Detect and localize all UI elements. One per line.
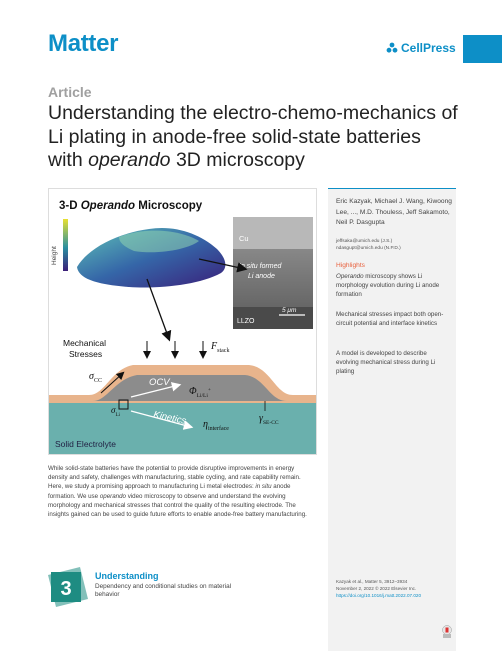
citation xyxy=(336,578,454,599)
crossmark-icon[interactable] xyxy=(440,625,454,639)
level-title: Understanding xyxy=(95,571,159,581)
sigma-cc-label: $\sigma_{CC}$ xyxy=(89,371,102,384)
eta-label: $\eta_{interface}$ xyxy=(203,419,229,432)
email-1[interactable]: jeffsaka@umich.edu (J.S.) xyxy=(336,239,393,244)
gamma-label: $\gamma_{SE-CC}$ xyxy=(259,413,279,426)
citation-doi-link[interactable]: https://doi.org/10.1016/j.matt.2022.07.020 xyxy=(336,593,422,598)
correspondence-emails xyxy=(336,238,452,252)
publisher-name: CellPress xyxy=(401,41,456,55)
scale-bar-label: 5 μm xyxy=(282,307,297,314)
level-description: Dependency and conditional studies on material behavior xyxy=(95,583,232,598)
highlight-2: Mechanical stresses impact both open-circuit potential and interface kinetics xyxy=(336,311,444,327)
article-title: Understanding the electro-chemo-mechanics of Li plating in anode-free solid-state batteries with operando 3D microscopy xyxy=(48,102,458,171)
summary-text: While solid-state batteries have the potential to provide disruptive improvements in energy density and safety, challenges with manufacturing, stable cycling, and rate capability remain. Here, we study a promising approach to manufacturing Li metal electrodes: in situ anode formation. We use operando video microscopy to observe and understand the evolving morphology and mechanical stresses that control the quality of the resulting electrode. The insights gained can be used to guide future efforts to enable anode-free battery manufacturing. xyxy=(48,465,307,519)
graphic-heading: 3-D Operando Microscopy xyxy=(59,200,203,212)
in-situ-label-2: Li anode xyxy=(248,273,275,280)
phi-label: $\Phi_{Li/Li}^+$ xyxy=(189,386,211,399)
progression-level-icon xyxy=(48,567,88,607)
sigma-li-label: $\sigma_{Li}$ xyxy=(111,405,120,418)
highlight-1: Operando microscopy shows Li morphology evolution during Li anode formation xyxy=(336,273,440,298)
height-colorbar xyxy=(63,219,68,271)
solid-electrolyte-label: Solid Electrolyte xyxy=(55,439,116,449)
cu-label: Cu xyxy=(239,234,249,243)
graphical-abstract-figure xyxy=(49,189,316,454)
llzo-label: LLZO xyxy=(237,318,255,325)
cellpress-icon xyxy=(386,42,398,54)
height-label: Height xyxy=(51,246,58,265)
citation-journal: Kazyak et al., Matter 5, 3912–3934 xyxy=(336,579,408,584)
level-number: 3 xyxy=(60,578,72,600)
sem-cu-layer xyxy=(233,217,313,249)
in-situ-label-1: In situ formed xyxy=(239,263,282,270)
author-list: Eric Kazyak, Michael J. Wang, Kiwoong Lee, ..., M.D. Thouless, Jeff Sakamoto, Neil P. Dasgupta xyxy=(336,198,452,226)
highlight-3: A model is developed to describe evolving mechanical stress during Li plating xyxy=(336,350,436,375)
highlights-heading: Highlights xyxy=(336,262,365,269)
article-type: Article xyxy=(48,84,92,100)
citation-date: November 2, 2022 © 2022 Elsevier Inc. xyxy=(336,586,417,591)
ocv-label: OCV xyxy=(149,377,170,388)
email-2[interactable]: ndasgupt@umich.edu (N.P.D.) xyxy=(336,246,401,251)
cellpress-logo[interactable] xyxy=(386,41,456,55)
arrow-to-schematic xyxy=(147,279,169,339)
header-tab xyxy=(463,35,502,63)
journal-name[interactable]: Matter xyxy=(48,30,119,57)
mechanical-label-1: Mechanical xyxy=(63,338,106,348)
mechanical-label-2: Stresses xyxy=(69,349,103,359)
f-stack-label: $F_{stack}$ xyxy=(211,341,230,354)
kinetics-label: Kinetics xyxy=(152,409,188,427)
graphical-abstract xyxy=(48,188,317,455)
